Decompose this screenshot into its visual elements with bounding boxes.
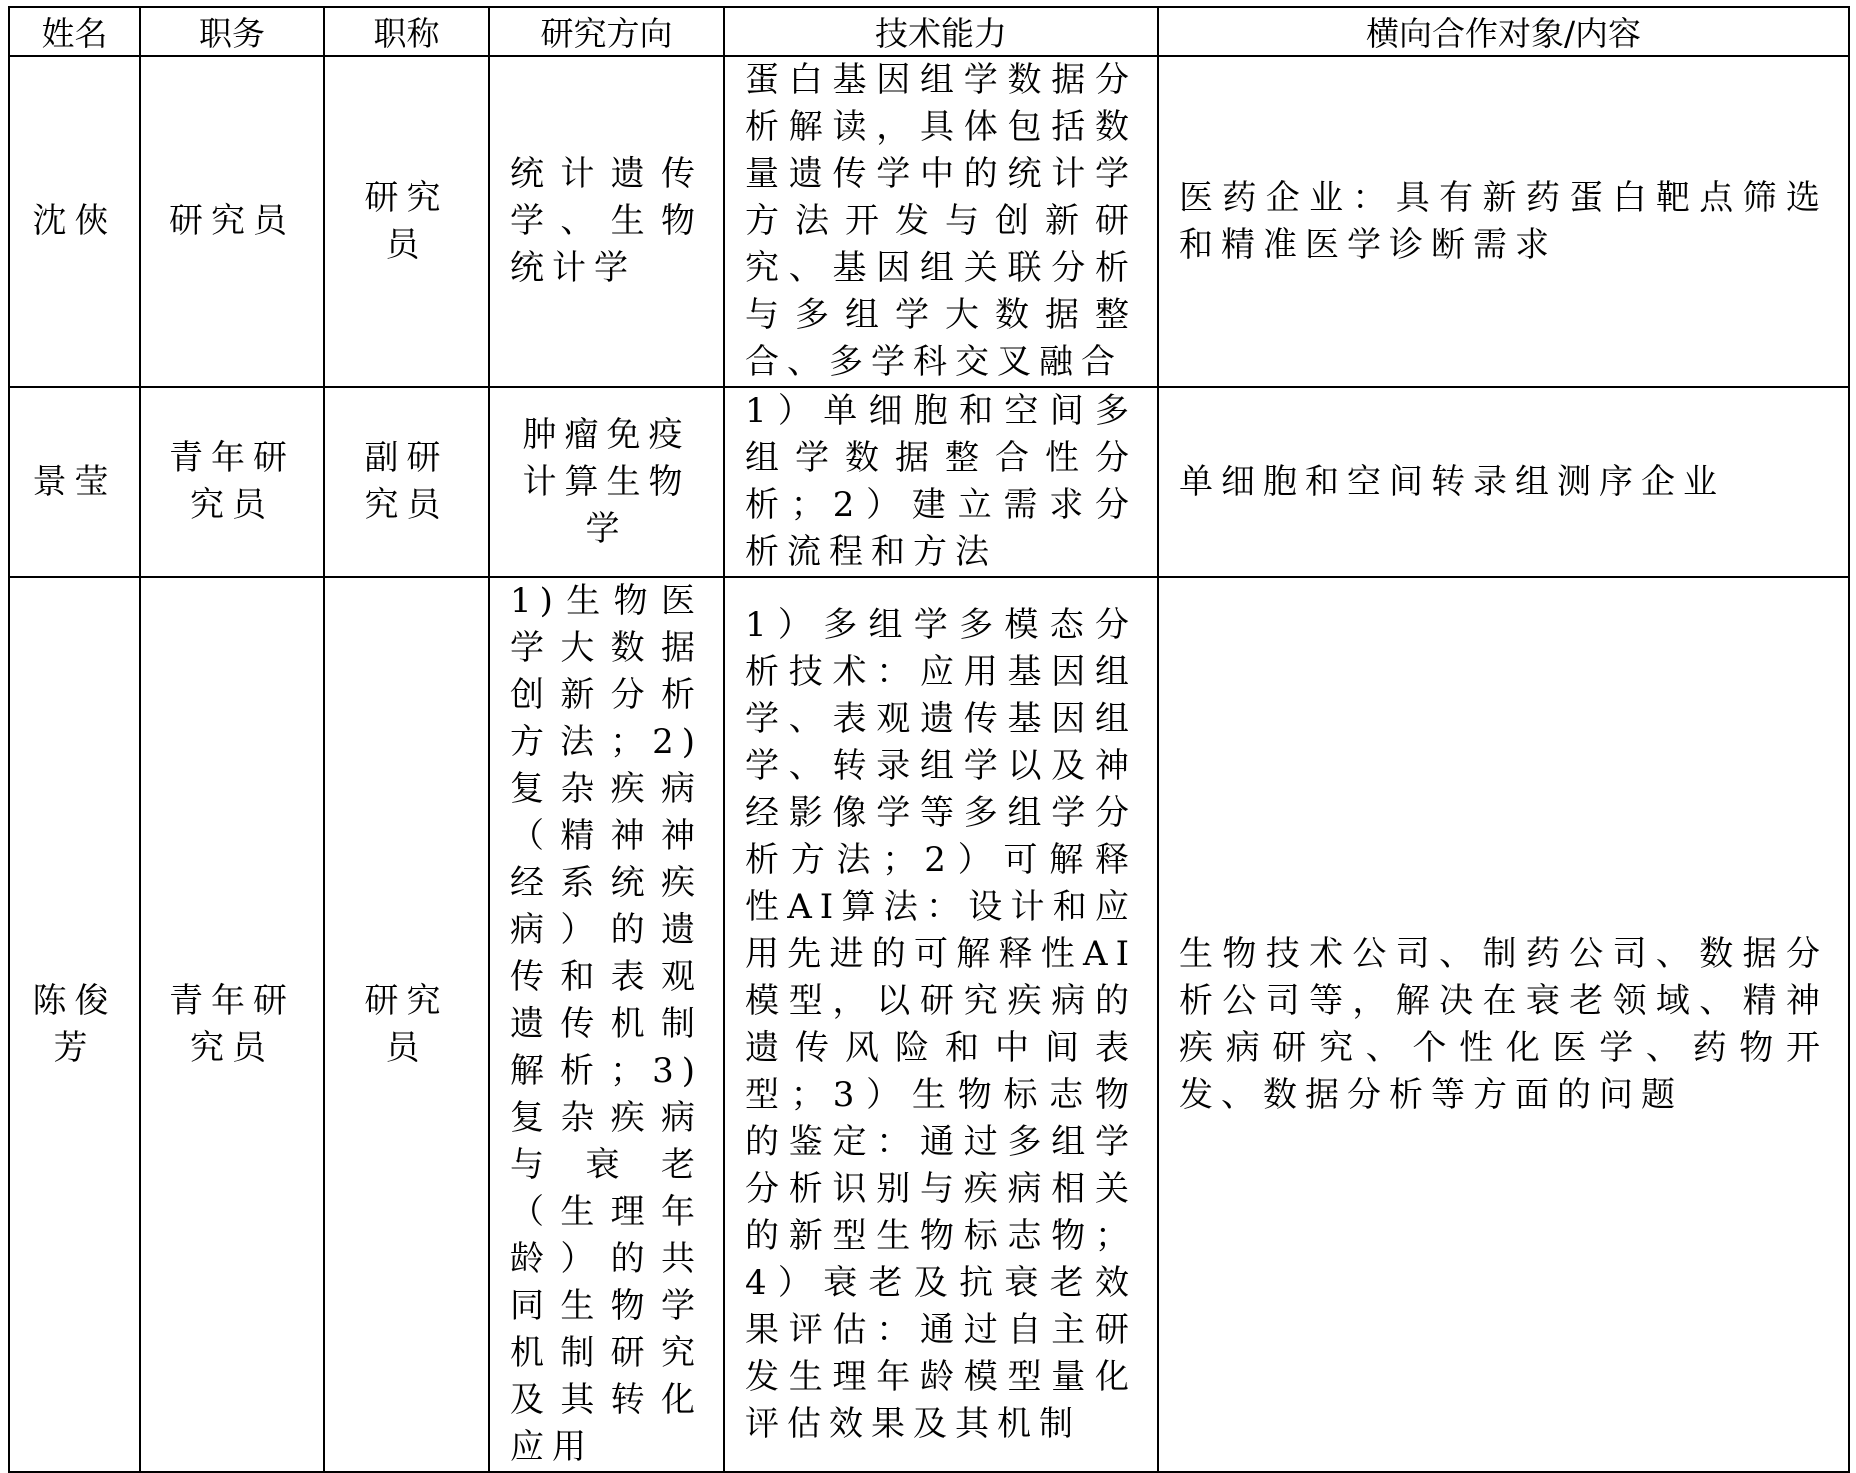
- header-name: 姓名: [9, 7, 140, 56]
- cell-name: 陈俊芳: [9, 577, 140, 1472]
- cell-title: 研究员: [324, 577, 489, 1472]
- cell-technical-ability: 1）单细胞和空间多组学数据整合性分析；2）建立需求分析流程和方法: [724, 387, 1158, 577]
- cell-technical-ability: 1）多组学多模态分析技术：应用基因组学、表观遗传基因组学、转录组学以及神经影像学等多组学分析方法；2）可解释性AI算法：设计和应用先进的可解释性AI模型，以研究疾病的遗传风险和中间表型；3）生物标志物的鉴定：通过多组学分析识别与疾病相关的新型生物标志物；4）衰老及抗衰老效果评估：通过自主研发生理年龄模型量化评估效果及其机制: [724, 577, 1158, 1472]
- cell-title: 副研究员: [324, 387, 489, 577]
- header-technical-ability: 技术能力: [724, 7, 1158, 56]
- header-title: 职称: [324, 7, 489, 56]
- cell-cooperation: 单细胞和空间转录组测序企业: [1158, 387, 1849, 577]
- header-cooperation: 横向合作对象/内容: [1158, 7, 1849, 56]
- researcher-table: [8, 6, 1850, 1473]
- cell-name: 景莹: [9, 387, 140, 577]
- cell-research-direction: 统计遗传学、生物统计学: [489, 56, 724, 387]
- header-row: [9, 7, 1849, 56]
- cell-cooperation: 医药企业：具有新药蛋白靶点筛选和精准医学诊断需求: [1158, 56, 1849, 387]
- header-research-direction: 研究方向: [489, 7, 724, 56]
- table-row: [9, 387, 1849, 577]
- cell-research-direction: 肿瘤免疫计算生物学: [489, 387, 724, 577]
- cell-position: 青年研究员: [140, 387, 324, 577]
- header-position: 职务: [140, 7, 324, 56]
- cell-research-direction: 1)生物医学大数据创新分析方法；2)复杂疾病（精神神经系统疾病）的遗传和表观遗传机制解析；3)复杂疾病与衰老（生理年龄）的共同生物学机制研究及其转化应用: [489, 577, 724, 1472]
- cell-cooperation: 生物技术公司、制药公司、数据分析公司等，解决在衰老领域、精神疾病研究、个性化医学、药物开发、数据分析等方面的问题: [1158, 577, 1849, 1472]
- cell-position: 青年研究员: [140, 577, 324, 1472]
- cell-technical-ability: 蛋白基因组学数据分析解读，具体包括数量遗传学中的统计学方法开发与创新研究、基因组关联分析与多组学大数据整合、多学科交叉融合: [724, 56, 1158, 387]
- cell-position: 研究员: [140, 56, 324, 387]
- cell-title: 研究员: [324, 56, 489, 387]
- cell-name: 沈俠: [9, 56, 140, 387]
- table-row: [9, 56, 1849, 387]
- table-row: [9, 577, 1849, 1472]
